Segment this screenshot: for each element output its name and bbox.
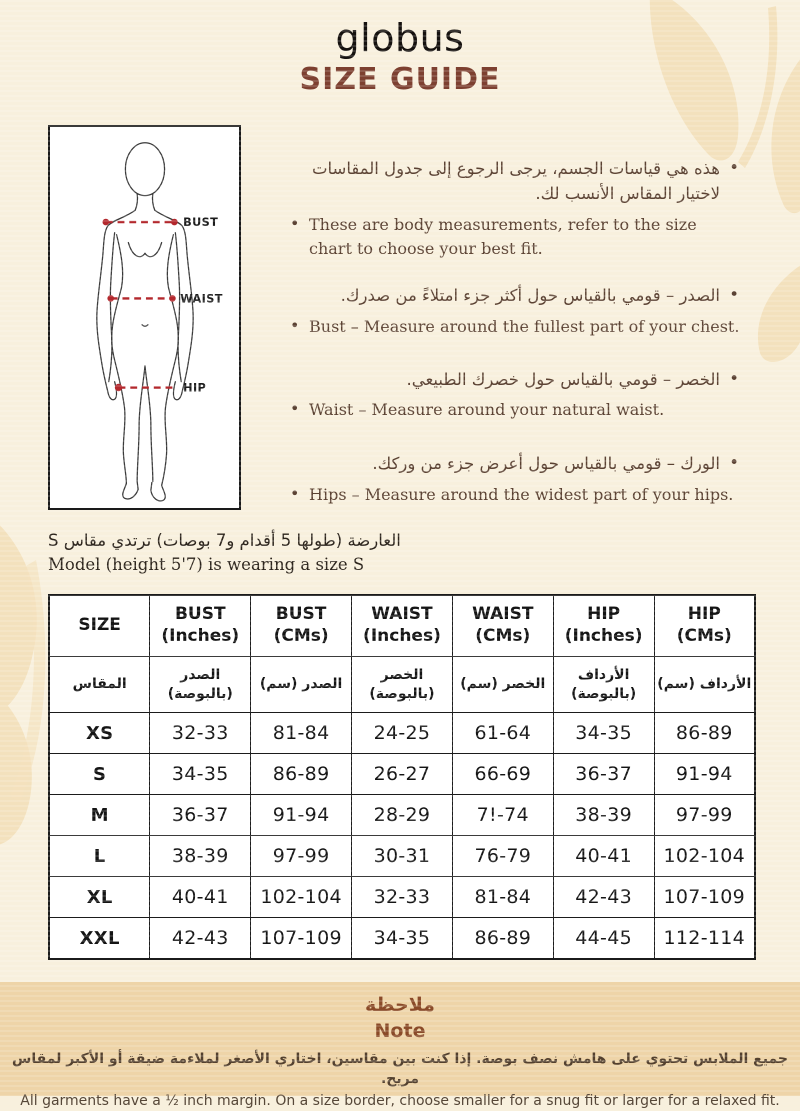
table-row <box>49 795 755 836</box>
page-header <box>0 18 800 96</box>
col-header-waist-cms: WAIST (CMs) <box>452 595 553 657</box>
measurement-cell: 66-69 <box>452 754 553 795</box>
instruction-english: • Hips – Measure around the widest part of your hips. <box>287 483 742 508</box>
note-title-arabic: ملاحظة <box>365 994 435 1016</box>
measurement-cell: 42-43 <box>553 877 654 918</box>
instruction-group-general <box>287 157 742 262</box>
measurement-cell: 97-99 <box>251 836 352 877</box>
measurement-cell: 86-89 <box>452 918 553 960</box>
note-title-english: Note <box>374 1019 426 1042</box>
model-note-english: Model (height 5'7) is wearing a size S <box>48 555 365 575</box>
measurement-cell: 38-39 <box>150 836 251 877</box>
bullet-icon: • <box>729 285 739 305</box>
col-header-waist-inches-ar: الخصر (بالبوصة) <box>352 657 453 713</box>
table-header-row-arabic <box>49 657 755 713</box>
measurement-cell: 76-79 <box>452 836 553 877</box>
table-row <box>49 836 755 877</box>
measurement-cell: 34-35 <box>150 754 251 795</box>
measurement-cell: 91-94 <box>251 795 352 836</box>
bullet-icon: • <box>290 315 300 335</box>
instruction-arabic: • هذه هي قياسات الجسم، يرجى الرجوع إلى جدول المقاسات لاختيار المقاس الأنسب لك. <box>311 158 739 203</box>
col-header-bust-cms-ar: الصدر (سم) <box>251 657 352 713</box>
instruction-group-waist <box>287 368 742 424</box>
col-header-bust-cms: BUST (CMs) <box>251 595 352 657</box>
measurement-cell: 86-89 <box>251 754 352 795</box>
size-cell: XS <box>49 713 150 754</box>
hip-label: HIP <box>183 381 207 395</box>
bullet-icon: • <box>290 213 300 233</box>
size-table-body <box>49 713 755 960</box>
measurement-cell: 42-43 <box>150 918 251 960</box>
col-header-size: SIZE <box>49 595 150 657</box>
measurement-cell: 32-33 <box>150 713 251 754</box>
measurement-cell: 112-114 <box>654 918 755 960</box>
instruction-english: • Bust – Measure around the fullest part of your chest. <box>287 315 742 340</box>
measurement-cell: 30-31 <box>352 836 453 877</box>
size-cell: M <box>49 795 150 836</box>
table-row <box>49 754 755 795</box>
measurement-cell: 26-27 <box>352 754 453 795</box>
bullet-icon: • <box>729 158 739 177</box>
page-title: SIZE GUIDE <box>299 61 501 97</box>
size-cell: XXL <box>49 918 150 960</box>
measurement-cell: 102-104 <box>251 877 352 918</box>
measurement-cell: 36-37 <box>553 754 654 795</box>
note-body-arabic: جميع الملابس تحتوي على هامش نصف بوصة. إذا كنت بين مقاسين، اختاري الأصغر لملاءمة ضيقة أو الأكبر لمقاس مريح. <box>12 1051 788 1087</box>
table-row <box>49 713 755 754</box>
measurement-cell: 107-109 <box>654 877 755 918</box>
instruction-english: • These are body measurements, refer to the size chart to choose your best fit. <box>290 213 697 259</box>
size-cell: XL <box>49 877 150 918</box>
measurement-cell: 36-37 <box>150 795 251 836</box>
instruction-group-hip <box>287 452 742 508</box>
measurement-cell: 107-109 <box>251 918 352 960</box>
instructions-section <box>287 157 742 508</box>
measurement-cell: 81-84 <box>251 713 352 754</box>
note-section <box>0 982 800 1109</box>
measurement-cell: 24-25 <box>352 713 453 754</box>
measurement-diagram <box>48 125 241 510</box>
bullet-icon: • <box>729 368 739 388</box>
measurement-cell: 32-33 <box>352 877 453 918</box>
instruction-arabic: • الخصر – قومي بالقياس حول خصرك الطبيعي. <box>287 368 742 393</box>
measurement-cell: 38-39 <box>553 795 654 836</box>
size-cell: L <box>49 836 150 877</box>
table-header-row-english <box>49 595 755 657</box>
brand-logo: globus <box>335 16 465 60</box>
col-header-hip-inches: HIP (Inches) <box>553 595 654 657</box>
col-header-size-ar: المقاس <box>49 657 150 713</box>
table-row <box>49 918 755 960</box>
waist-label: WAIST <box>180 292 223 306</box>
measurement-cell: 81-84 <box>452 877 553 918</box>
measurement-cell: 44-45 <box>553 918 654 960</box>
measurement-cell: 7!-74 <box>452 795 553 836</box>
bullet-icon: • <box>290 399 300 419</box>
col-header-bust-inches-ar: الصدر (بالبوصة) <box>150 657 251 713</box>
measurement-cell: 61-64 <box>452 713 553 754</box>
model-size-note <box>48 530 401 576</box>
measurement-cell: 97-99 <box>654 795 755 836</box>
measurement-cell: 28-29 <box>352 795 453 836</box>
col-header-bust-inches: BUST (Inches) <box>150 595 251 657</box>
col-header-waist-inches: WAIST (Inches) <box>352 595 453 657</box>
bullet-icon: • <box>729 453 739 473</box>
instruction-arabic: • الصدر – قومي بالقياس حول أكثر جزء امتلاءً من صدرك. <box>287 284 742 309</box>
instruction-english: • Waist – Measure around your natural waist. <box>287 398 742 423</box>
note-body-english: All garments have a ½ inch margin. On a size border, choose smaller for a snug fit or larger for a relaxed fit. <box>20 1092 780 1109</box>
col-header-waist-cms-ar: الخصر (سم) <box>452 657 553 713</box>
body-figure-illustration <box>50 127 239 508</box>
table-row <box>49 877 755 918</box>
measurement-cell: 34-35 <box>553 713 654 754</box>
col-header-hip-cms-ar: الأرداف (سم) <box>654 657 755 713</box>
measurement-cell: 102-104 <box>654 836 755 877</box>
bust-label: BUST <box>183 215 219 229</box>
size-cell: S <box>49 754 150 795</box>
col-header-hip-cms: HIP (CMs) <box>654 595 755 657</box>
size-chart-table <box>48 594 756 960</box>
measurement-cell: 86-89 <box>654 713 755 754</box>
measurement-cell: 40-41 <box>553 836 654 877</box>
measurement-cell: 34-35 <box>352 918 453 960</box>
bullet-icon: • <box>290 483 300 503</box>
instruction-group-bust <box>287 284 742 340</box>
measurement-cell: 40-41 <box>150 877 251 918</box>
measurement-cell: 91-94 <box>654 754 755 795</box>
model-note-arabic: العارضة (طولها 5 أقدام و7 بوصات) ترتدي مقاس S <box>48 531 401 550</box>
col-header-hip-inches-ar: الأرداف (بالبوصة) <box>553 657 654 713</box>
instruction-arabic: • الورك – قومي بالقياس حول أعرض جزء من وركك. <box>287 452 742 477</box>
